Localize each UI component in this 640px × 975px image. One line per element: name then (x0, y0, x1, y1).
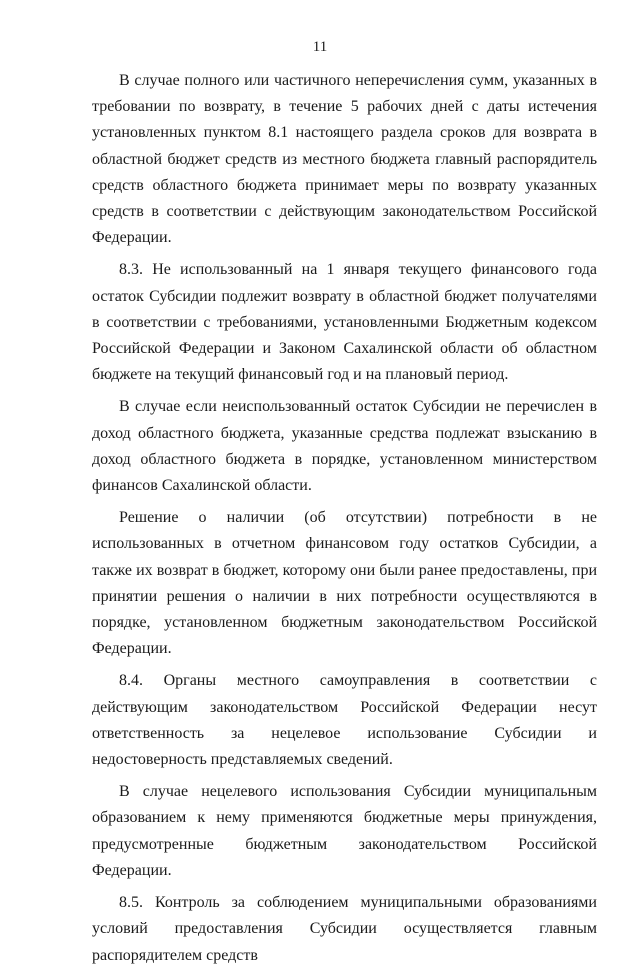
page-number: 11 (312, 39, 328, 55)
paragraph-unspent-balance: В случае если неиспользованный остаток Субсидии не перечислен в доход областного бюджета, указанные средства подлежат взысканию в доход областного бюджета в порядке, установленном министерством финансов Сахалинской области. (92, 398, 597, 495)
paragraph-8-4: 8.4. Органы местного самоуправления в соответствии с действующим законодательством Российской Федерации несут ответственность за нецелевое использование Субсидии и недостоверность представляемых сведений. (92, 672, 597, 769)
paragraph-misuse-measures: В случае нецелевого использования Субсидии муниципальным образованием к нему применяются бюджетные меры принуждения, предусмотренные бюджетным законодательством Российской Федерации. (92, 783, 597, 879)
paragraph-8-3: 8.3. Не использованный на 1 января текущего финансового года остаток Субсидии подлежит возврату в областной бюджет получателями в соответствии с требованиями, установленными Бюджетным кодексом Российской Федерации и Законом Сахалинской области об областном бюджете на текущий финансовый год и на плановый период. (92, 261, 597, 384)
paragraph-8-5: 8.5. Контроль за соблюдением муниципальными образованиями условий предоставления Субсидии осуществляется главным распорядителем средств (92, 894, 597, 964)
paragraph-return-procedure: В случае полного или частичного неперечисления сумм, указанных в требовании по возврату, в течение 5 рабочих дней с даты истечения установленных пунктом 8.1 настоящего раздела сроков для возврата в областной бюджет средств из местного бюджета главный распорядитель средств областного бюджета принимает меры по возврату указанных средств в соответствии с действующим законодательством Российской Федерации. (92, 72, 597, 247)
paragraph-need-decision: Решение о наличии (об отсутствии) потребности в не использованных в отчетном финансовом году остатков Субсидии, а также их возврат в бюджет, которому они были ранее предоставлены, при принятии решения о наличии в них потребности осуществляются в порядке, установленном бюджетным законодательством Российской Федерации. (92, 509, 597, 658)
document-body (92, 68, 597, 975)
